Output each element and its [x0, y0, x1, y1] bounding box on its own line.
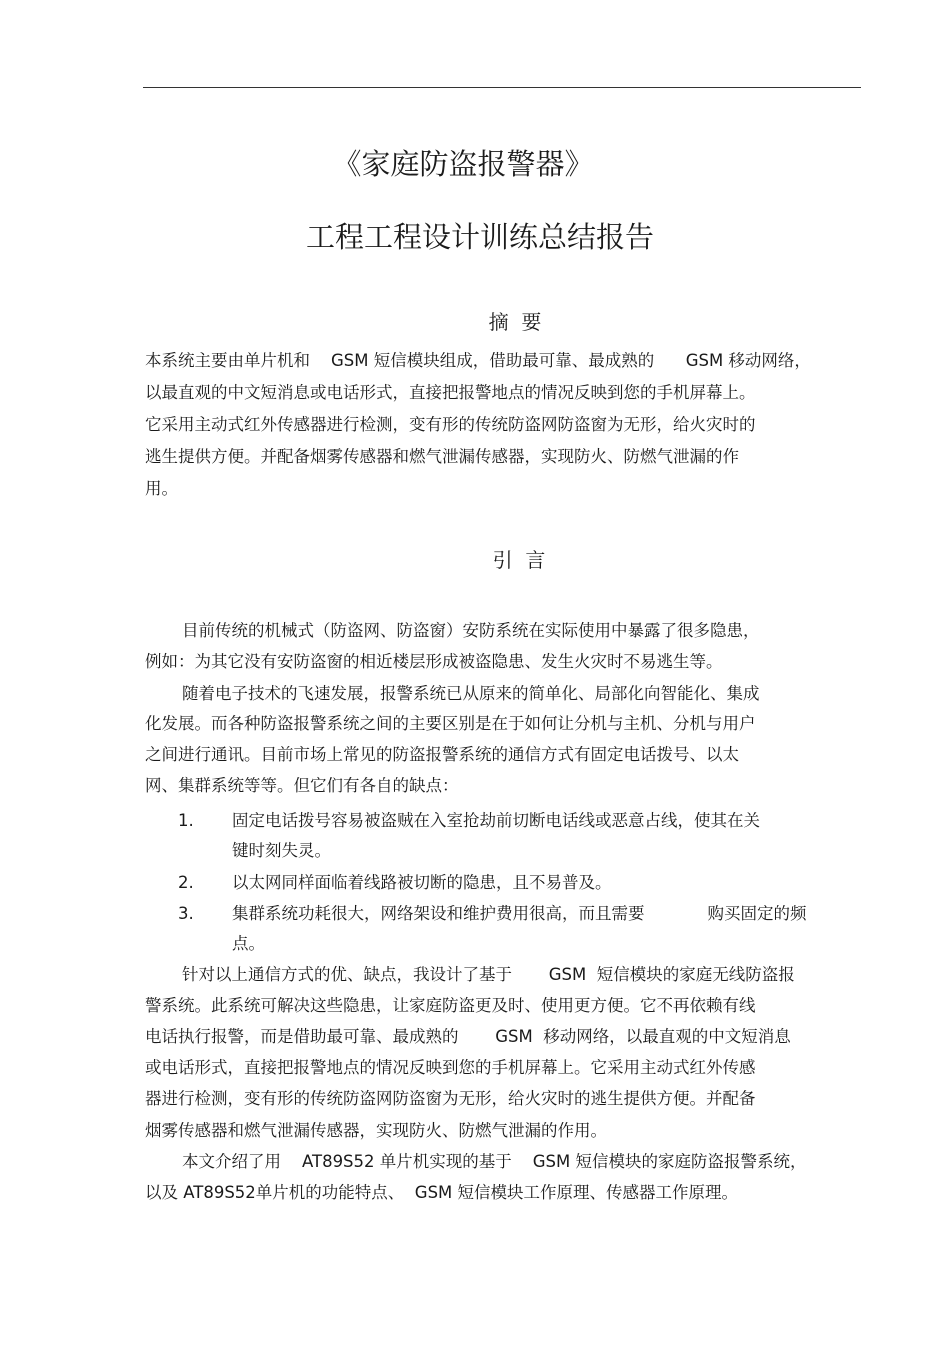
abstract-line: 它采用主动式红外传感器进行检测，变有形的传统防盗网防盗窗为无形，给火灾时的	[145, 415, 756, 434]
abstract-heading: 摘 要	[488, 310, 542, 334]
paragraph-line: 以及 AT89S52单片机的功能特点、 GSM 短信模块工作原理、传感器工作原理。	[145, 1183, 739, 1202]
list-item-line: 键时刻失灵。	[232, 841, 331, 860]
paragraph-line: 例如：为其它没有安防盗窗的相近楼层形成被盗隐患、发生火灾时不易逃生等。	[145, 652, 723, 671]
paragraph-line: 目前传统的机械式（防盗网、防盗窗）安防系统在实际使用中暴露了很多隐患，	[182, 621, 760, 640]
paragraph-line: 本文介绍了用 AT89S52 单片机实现的基于 GSM 短信模块的家庭防盗报警系统，	[182, 1152, 807, 1171]
list-item-line: 以太网同样面临着线路被切断的隐患，且不易普及。	[232, 873, 612, 892]
paragraph-line: 警系统。此系统可解决这些隐患，让家庭防盗更及时、使用更方便。它不再依赖有线	[145, 996, 756, 1015]
abstract-line: 以最直观的中文短消息或电话形式，直接把报警地点的情况反映到您的手机屏幕上。	[145, 383, 756, 402]
list-item-line: 点。	[232, 934, 265, 953]
paragraph-line: 电话执行报警，而是借助最可靠、最成熟的 GSM 移动网络，以最直观的中文短消息	[145, 1027, 791, 1046]
abstract-line: 逃生提供方便。并配备烟雾传感器和燃气泄漏传感器，实现防火、防燃气泄漏的作	[145, 447, 739, 466]
paragraph-line: 之间进行通讯。目前市场上常见的防盗报警系统的通信方式有固定电话拨号、以太	[145, 745, 739, 764]
paragraph-line: 随着电子技术的飞速发展，报警系统已从原来的简单化、局部化向智能化、集成	[182, 684, 760, 703]
list-item-number: 2.	[178, 873, 194, 892]
list-item-number: 3.	[178, 904, 194, 923]
intro-heading: 引 言	[492, 548, 546, 572]
abstract-line: 本系统主要由单片机和 GSM 短信模块组成，借助最可靠、最成熟的 GSM 移动网络，	[145, 351, 811, 370]
abstract-line: 用。	[145, 479, 178, 498]
paragraph-line: 或电话形式，直接把报警地点的情况反映到您的手机屏幕上。它采用主动式红外传感	[145, 1058, 756, 1077]
list-item-line: 固定电话拨号容易被盗贼在入室抢劫前切断电话线或恶意占线，使其在关	[232, 811, 760, 830]
list-item-number: 1.	[178, 811, 194, 830]
document-title: 《家庭防盗报警器》	[332, 147, 594, 181]
paragraph-line: 器进行检测，变有形的传统防盗网防盗窗为无形，给火灾时的逃生提供方便。并配备	[145, 1089, 756, 1108]
paragraph-line: 烟雾传感器和燃气泄漏传感器，实现防火、防燃气泄漏的作用。	[145, 1121, 607, 1140]
document-subtitle: 工程工程设计训练总结报告	[305, 220, 654, 254]
paragraph-line: 针对以上通信方式的优、缺点，我设计了基于 GSM 短信模块的家庭无线防盗报	[182, 965, 795, 984]
paragraph-line: 化发展。而各种防盗报警系统之间的主要区别是在于如何让分机与主机、分机与用户	[145, 714, 756, 733]
list-item-line: 集群系统功耗很大，网络架设和维护费用很高，而且需要 购买固定的频	[232, 904, 807, 923]
paragraph-line: 网、集群系统等等。但它们有各自的缺点：	[145, 776, 459, 795]
header-rule	[143, 87, 861, 88]
